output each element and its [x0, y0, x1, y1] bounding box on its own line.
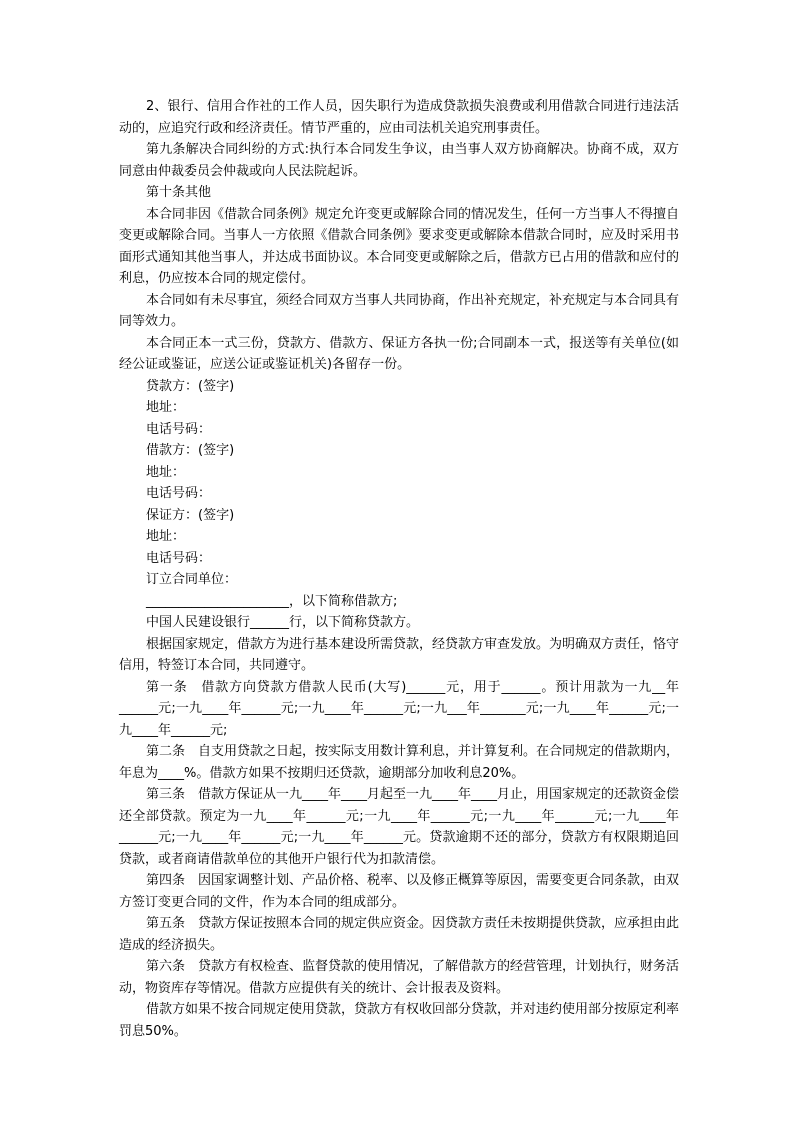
- paragraph-p18: 中国人民建设银行______行，以下简称贷款方。: [146, 615, 420, 630]
- paragraph-p8: 地址：: [146, 400, 186, 415]
- paragraph-p22: 第三条 借款方保证从一九____年____月起至一九____年____月止，用国家规定的还款资金偿还全部贷款。预定为一九____年______元;一九____年______元;一九____年______元;一九____年______元;一九____年______元;一九____年______元。贷款逾期不还的部分，贷款方有权限期追回贷款，或者商请借款单位的其他开户银行代为扣款清偿。: [119, 787, 680, 867]
- paragraph-p9: 电话号码：: [146, 421, 212, 437]
- paragraph-p12: 电话号码：: [146, 486, 212, 501]
- paragraph-p21: 第二条 自支用贷款之日起，按实际支用数计算利息，并计算复利。在合同规定的借款期内，年息为____%。借款方如果不按期归还贷款，逾期部分加收利息20%。: [119, 744, 680, 781]
- paragraph-p6: 本合同正本一式三份，贷款方、借款方、保证方各执一份;合同副本一式，报送等有关单位(如经公证或鉴证，应送公证或鉴证机关)各留存一份。: [119, 335, 679, 372]
- paragraph-p14: 地址：: [146, 529, 186, 544]
- paragraph-p15: 电话号码：: [146, 550, 212, 566]
- paragraph-p2: 第九条解决合同纠纷的方式:执行本合同发生争议，由当事人双方协商解决。协商不成，双方同意由仲裁委员会仲裁或向人民法院起诉。: [119, 142, 679, 179]
- document-page: [119, 96, 679, 1042]
- paragraph-p10: 借款方：(签字): [146, 443, 235, 458]
- paragraph-p24: 第五条 贷款方保证按照本合同的规定供应资金。因贷款方责任未按期提供贷款，应承担由此造成的经济损失。: [119, 916, 680, 953]
- paragraph-p23: 第四条 因国家调整计划、产品价格、税率、以及修正概算等原因，需要变更合同条款，由双方签订变更合同的文件，作为本合同的组成部分。: [119, 873, 680, 910]
- paragraph-p26: 借款方如果不按合同规定使用贷款，贷款方有权收回部分贷款，并对违约使用部分按原定利率罚息50%。: [119, 1002, 680, 1039]
- paragraph-p1: 2、银行、信用合作社的工作人员，因失职行为造成贷款损失浪费或利用借款合同进行违法活动的，应追究行政和经济责任。情节严重的，应由司法机关追究刑事责任。: [119, 99, 679, 136]
- paragraph-p13: 保证方：(签字): [146, 507, 235, 523]
- paragraph-p25: 第六条 贷款方有权检查、监督贷款的使用情况，了解借款方的经营管理，计划执行，财务活动，物资库存等情况。借款方应提供有关的统计、会计报表及资料。: [119, 959, 680, 996]
- paragraph-p20: 第一条 借款方向贷款方借款人民币(大写)______元，用于______。预计用款为一九__年______元;一九____年______元;一九____年______元;一九___年_______元;一九____年______元;一九____年______元;: [119, 679, 679, 738]
- paragraph-p4: 本合同非因《借款合同条例》规定允许变更或解除合同的情况发生，任何一方当事人不得擅自变更或解除合同。当事人一方依照《借款合同条例》要求变更或解除本借款合同时，应及时采用书面形式通知其他当事人，并达成书面协议。本合同变更或解除之后，借款方已占用的借款和应付的利息，仍应按本合同的规定偿付。: [119, 206, 680, 286]
- paragraph-p11: 地址：: [146, 464, 186, 480]
- paragraph-p16: 订立合同单位：: [146, 572, 238, 587]
- paragraph-p3: 第十条其他: [146, 185, 212, 200]
- paragraph-p17: ______________________，以下简称借款方;: [146, 593, 398, 609]
- paragraph-p7: 贷款方：(签字): [146, 378, 235, 394]
- paragraph-p19: 根据国家规定，借款方为进行基本建设所需贷款，经贷款方审查发放。为明确双方责任，恪守信用，特签订本合同，共同遵守。: [119, 636, 680, 673]
- paragraph-p5: 本合同如有未尽事宜，须经合同双方当事人共同协商，作出补充规定，补充规定与本合同具有同等效力。: [119, 292, 680, 329]
